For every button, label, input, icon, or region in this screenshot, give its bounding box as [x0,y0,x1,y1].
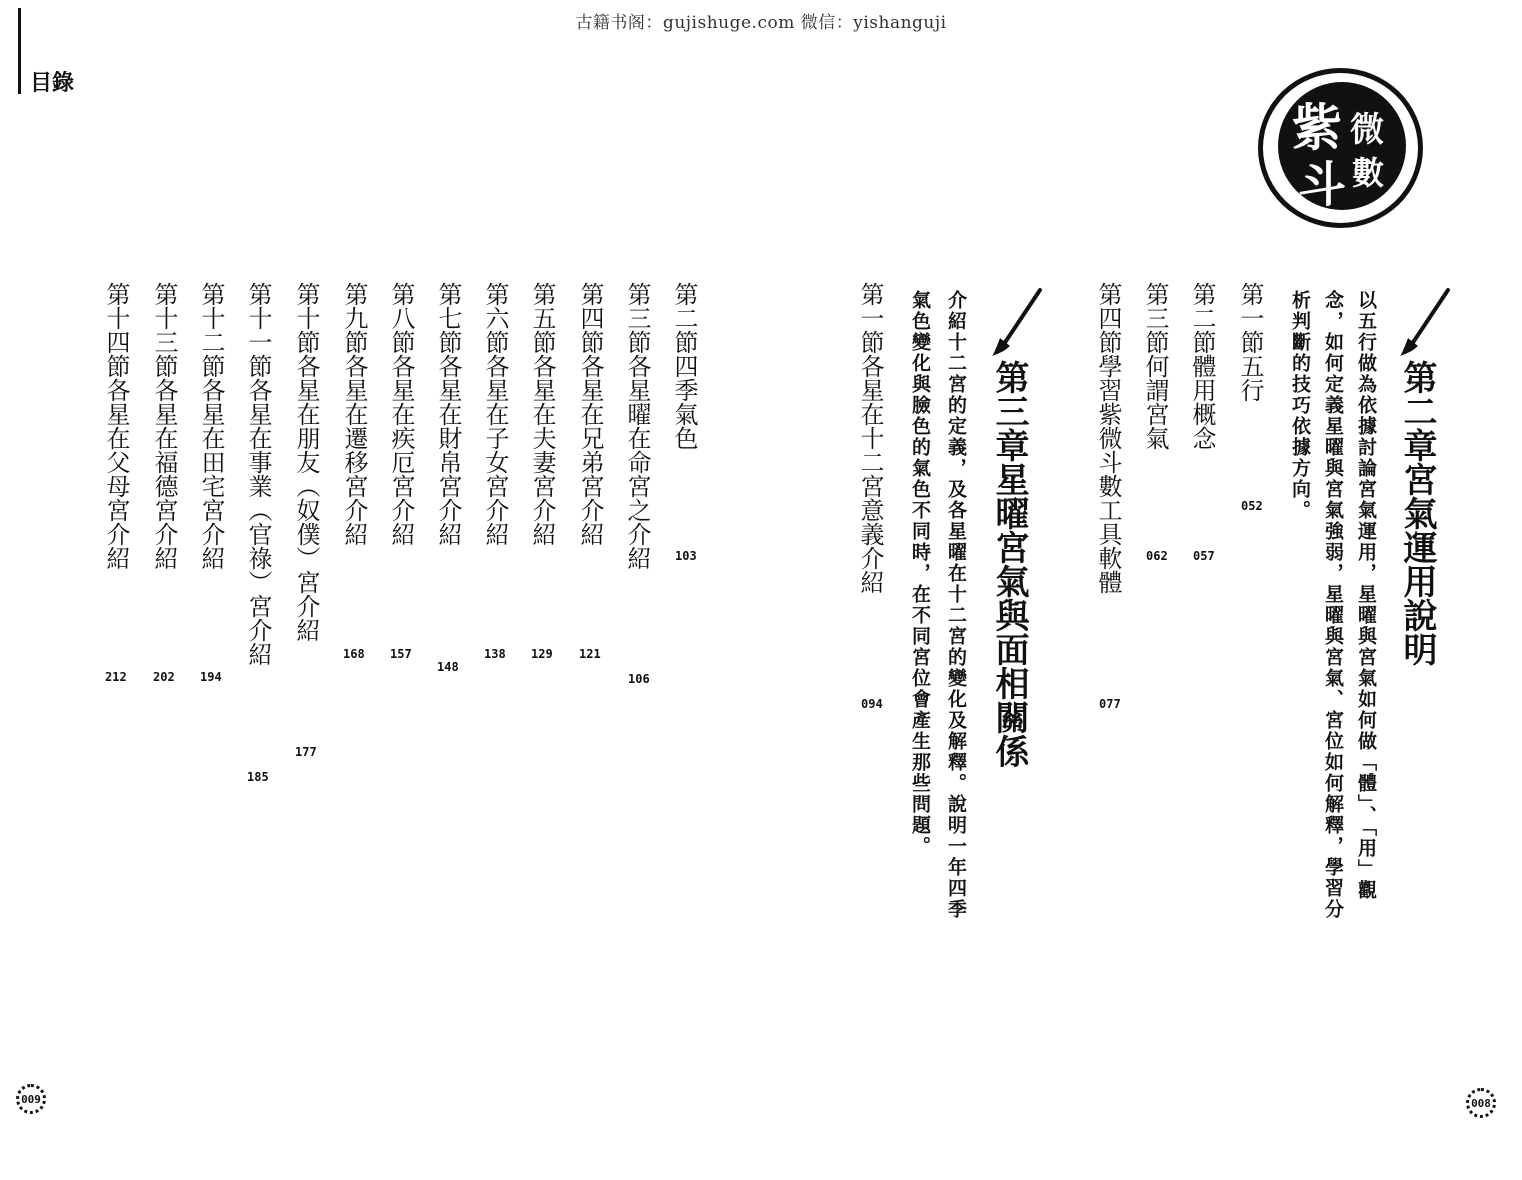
toc-section-title: 五行 [1236,354,1264,402]
section-label: 目錄 [30,71,75,96]
toc-page-number: 177 [295,745,317,759]
toc-entry[interactable] [246,282,282,1102]
toc-entry[interactable] [199,282,235,1102]
toc-entry[interactable] [294,282,348,1102]
toc-section-title: 何謂宮氣 [1141,354,1169,450]
chapter-3-title [989,360,1054,1180]
toc-page-number: 138 [484,647,506,661]
toc-entry[interactable] [483,282,537,1102]
toc-section-number: 第七節 [434,282,462,354]
seal-char: 斗 [1298,157,1347,213]
toc-entry[interactable] [530,282,584,1102]
margin-rule [18,8,21,94]
toc-entry[interactable] [1190,282,1244,1102]
logo-seal [1258,68,1428,228]
toc-section-number: 第三節 [623,282,651,354]
brush-icon [990,288,1046,358]
toc-section-title: 各星在子女宮介紹 [481,354,509,546]
toc-section-title: 各星曜在命宮之介紹 [623,354,651,570]
toc-page-number: 094 [861,697,883,711]
toc-entry[interactable] [1096,282,1150,1102]
toc-section-title: 各星在朋友（奴僕）宮介紹 [292,354,320,642]
toc-page-number: 202 [153,670,175,684]
toc-page-number: 077 [1099,697,1121,711]
toc-section-number: 第一節 [1236,282,1264,354]
toc-section-number: 第四節 [576,282,604,354]
toc-section-number: 第五節 [528,282,556,354]
toc-section-number: 第九節 [340,282,368,354]
toc-section-number: 第一節 [856,282,884,354]
chapter-3-name: 星曜宮氣與面相關係 [989,462,1029,768]
toc-entry[interactable] [578,282,632,1102]
toc-section-title: 各星在兄弟宮介紹 [576,354,604,546]
chapter-2-name: 宮氣運用說明 [1397,462,1437,666]
page-number-badge-right: 008 [1466,1088,1496,1118]
toc-page-number: 129 [531,647,553,661]
toc-section-number: 第四節 [1094,282,1122,354]
toc-entry[interactable] [1143,282,1197,1102]
toc-page-number: 106 [628,672,650,686]
toc-page-number: 057 [1193,549,1215,563]
watermark: 古籍书阁：gujishuge.com 微信：yishanguji [575,13,947,33]
toc-section-number: 第十三節 [150,282,178,378]
chapter-2-number: 第二章 [1397,360,1437,462]
seal-char: 數 [1352,154,1385,192]
toc-section-title: 四季氣色 [670,354,698,450]
toc-page-number: 212 [105,670,127,684]
toc-entry[interactable] [1238,282,1292,1102]
toc-section-number: 第六節 [481,282,509,354]
toc-section-title: 各星在福德宮介紹 [150,378,178,570]
chapter-2-title [1397,360,1462,1180]
brush-icon [1398,288,1454,358]
toc-section-title: 各星在疾厄宮介紹 [387,354,415,546]
toc-section-title: 各星在事業（官祿）宮介紹 [244,378,272,666]
toc-section-title: 體用概念 [1188,354,1216,450]
seal-char: 紫 [1292,98,1342,157]
page-number-badge-left: 009 [16,1084,46,1114]
toc-section-number: 第八節 [387,282,415,354]
toc-page-number: 103 [675,549,697,563]
toc-section-title: 各星在夫妻宮介紹 [528,354,556,546]
toc-entry[interactable] [625,282,679,1102]
toc-section-title: 各星在財帛宮介紹 [434,354,462,546]
toc-section-number: 第十節 [292,282,320,354]
toc-section-title: 各星在遷移宮介紹 [340,354,368,546]
toc-section-number: 第二節 [670,282,698,354]
toc-page-number: 194 [200,670,222,684]
toc-section-title: 學習紫微斗數工具軟體 [1094,354,1122,594]
toc-section-number: 第十二節 [197,282,225,378]
toc-entry[interactable] [672,282,726,1102]
chapter-2-desc-line: 析判斷的技巧依據方向。 [1289,290,1311,521]
toc-page-number: 062 [1146,549,1168,563]
seal-char: 微 [1350,110,1384,150]
toc-section-number: 第三節 [1141,282,1169,354]
toc-entry[interactable] [152,282,188,1102]
toc-page-number: 168 [343,647,365,661]
chapter-2-desc-line: 念，如何定義星曜與宮氣強弱，星曜與宮氣、宮位如何解釋，學習分 [1322,290,1344,920]
toc-entry[interactable] [342,282,396,1102]
chapter-3-number: 第三章 [989,360,1029,462]
toc-section-number: 第十四節 [102,282,130,378]
toc-entry[interactable] [104,282,140,1102]
toc-section-title: 各星在田宅宮介紹 [197,378,225,570]
toc-section-number: 第二節 [1188,282,1216,354]
toc-entry[interactable] [858,282,912,1102]
toc-entry[interactable] [389,282,443,1102]
toc-section-number: 第十一節 [244,282,272,378]
chapter-2-desc-line: 以五行做為依據討論宮氣運用，星曜與宮氣如何做「體」、「用」觀 [1355,290,1377,901]
chapter-3-desc-line: 氣色變化與臉色的氣色不同時，在不同宮位會產生那些問題。 [909,290,931,857]
chapter-3-desc-line: 介紹十二宮的定義，及各星曜在十二宮的變化及解釋。說明一年四季 [945,290,967,920]
toc-section-title: 各星在十二宮意義介紹 [856,354,884,594]
toc-page-number: 148 [437,660,459,674]
toc-page-number: 185 [247,770,269,784]
toc-page-number: 157 [390,647,412,661]
toc-entry[interactable] [436,282,490,1102]
toc-section-title: 各星在父母宮介紹 [102,378,130,570]
toc-page-number: 121 [579,647,601,661]
toc-page-number: 052 [1241,499,1263,513]
